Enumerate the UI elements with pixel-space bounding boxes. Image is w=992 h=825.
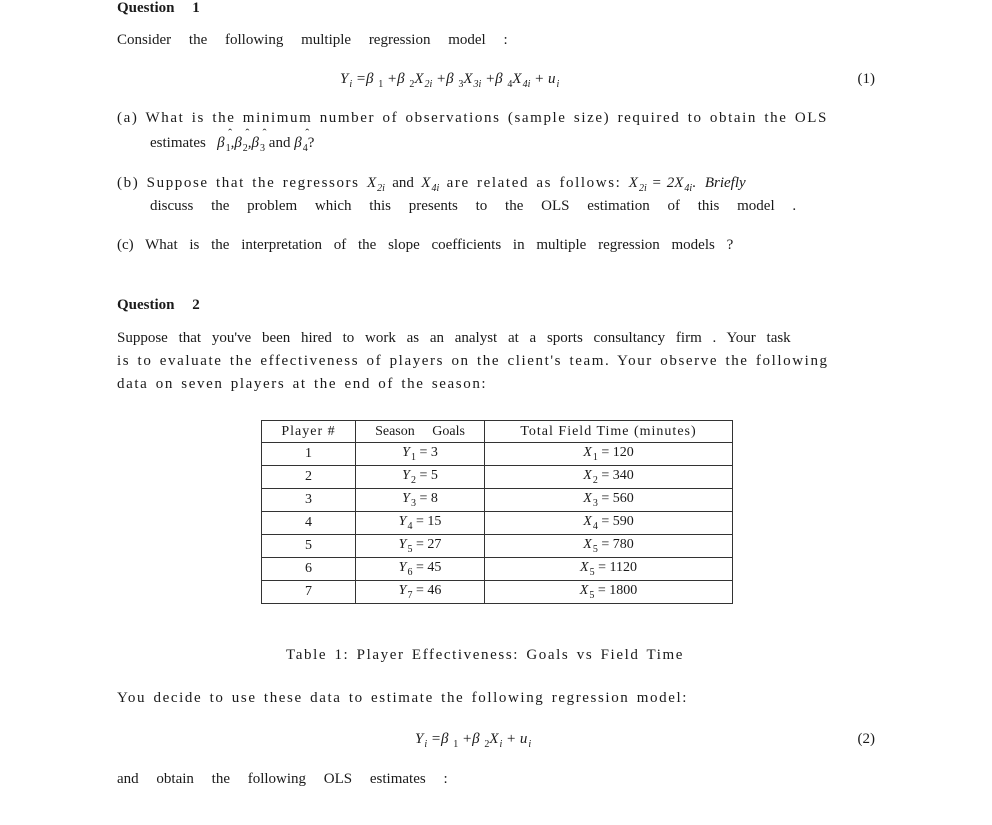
part-c-text: What is the interpretation of the slope coefficients in multiple regression models ?: [145, 237, 734, 253]
table-row: [262, 558, 733, 581]
table-header-row: [262, 421, 733, 443]
beta-hats: β ˆ$_1$,β ˆ$_2$,β ˆ$_3$: [210, 135, 265, 151]
cell-player: 7: [262, 581, 356, 604]
q2-para-line2: is to evaluate the effectiveness of players on the client's team. Your observe the following: [117, 353, 829, 369]
table-row: [262, 443, 733, 466]
part-b-label: (b): [117, 175, 140, 191]
q2-decide-text: You decide to use these data to estimate the following regression model:: [117, 690, 688, 706]
q1-part-b: (b) Suppose that the regressors $X_{2i}$ and $X_{4i}$ are related as follows: $X_{2i} = 2X_{4i}$. Briefly: [117, 175, 746, 194]
equation-2-number: (2): [857, 731, 875, 747]
table-row: [262, 466, 733, 489]
q2-para-line3: data on seven players at the end of the season:: [117, 376, 488, 392]
equation-1-number: (1): [857, 71, 875, 87]
cell-goals: $Y_2 = 5$: [356, 466, 485, 489]
cell-player: 6: [262, 558, 356, 581]
cell-time: $X_1 = 120$: [485, 443, 733, 466]
equation-1: $Y_i =\beta$ $_1$ +β $_2X_{2i} +\beta$ $_3X_{3i} +\beta$ $_4X_{4i} + u_i$: [340, 71, 560, 90]
header-goals: Season Goals: [356, 421, 485, 443]
header-player: Player #: [262, 421, 356, 443]
part-b-text2: are related as follows:: [446, 175, 622, 191]
cell-time: $X_5 = 780$: [485, 535, 733, 558]
cell-goals: $Y_6 = 45$: [356, 558, 485, 581]
part-b-text1: Suppose that the regressors: [146, 175, 360, 191]
player-data-table: [261, 420, 733, 604]
part-b-line2: discuss the problem which this presents to the OLS estimation of this model .: [150, 198, 797, 214]
question-1-heading: Question 1: [117, 0, 200, 16]
q2-para-line1: Suppose that you've been hired to work as an analyst at a sports consultancy firm . Your task: [117, 330, 791, 346]
q1-part-c: [117, 237, 733, 254]
cell-player: 2: [262, 466, 356, 489]
header-time: Total Field Time (minutes): [485, 421, 733, 443]
part-a-estimates: estimates: [150, 135, 206, 151]
table-row: [262, 535, 733, 558]
cell-goals: $Y_1 = 3$: [356, 443, 485, 466]
table-row: [262, 512, 733, 535]
q1-part-a: [117, 110, 828, 127]
cell-player: 1: [262, 443, 356, 466]
part-b-briefly: Briefly: [704, 175, 746, 191]
part-b-and: and: [392, 175, 414, 191]
cell-player: 4: [262, 512, 356, 535]
cell-time: $X_5 = 1800$: [485, 581, 733, 604]
part-a-question: ?: [307, 135, 315, 151]
equation-2: $Y_i =\beta$ $_1$ +β $_2X_i + u_i$: [415, 731, 532, 750]
table-row: [262, 489, 733, 512]
q1-intro: Consider the following multiple regression model :: [117, 32, 508, 48]
cell-goals: $Y_5 = 27$: [356, 535, 485, 558]
cell-goals: $Y_4 = 15$: [356, 512, 485, 535]
cell-time: $X_3 = 560$: [485, 489, 733, 512]
part-c-label: (c): [117, 237, 134, 253]
cell-goals: $Y_7 = 46$: [356, 581, 485, 604]
table-caption: Table 1: Player Effectiveness: Goals vs Field Time: [286, 647, 685, 663]
table-row: [262, 581, 733, 604]
cell-goals: $Y_3 = 8$: [356, 489, 485, 512]
question-2-heading: Question 2: [117, 297, 200, 313]
cell-player: 5: [262, 535, 356, 558]
cell-time: $X_2 = 340$: [485, 466, 733, 489]
cell-time: $X_4 = 590$: [485, 512, 733, 535]
q1-part-a-line2: estimates β ˆ$_1$,β ˆ$_2$,β ˆ$_3$ and β ˆ$_4$?: [150, 135, 314, 154]
part-a-label: (a): [117, 110, 139, 126]
q2-obtain-text: and obtain the following OLS estimates :: [117, 771, 448, 787]
part-a-text: What is the minimum number of observations (sample size) required to obtain the OLS: [145, 110, 828, 126]
cell-time: $X_5 = 1120$: [485, 558, 733, 581]
cell-player: 3: [262, 489, 356, 512]
